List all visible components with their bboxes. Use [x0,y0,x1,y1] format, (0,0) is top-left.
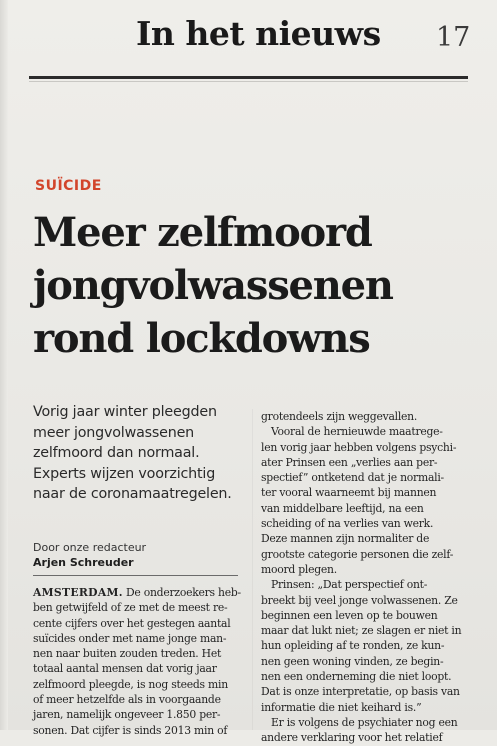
intro-line: naar de coronamaatregelen. [33,486,232,503]
body-line: cente cijfers over het gestegen aantal [33,616,231,630]
body-line: nen naar buiten zouden treden. Het [33,647,222,661]
body-line: zelfmoord pleegde, is nog steeds min [33,677,228,691]
article-kicker: SUÏCIDE [35,178,102,194]
headline-line: Meer zelfmoord [33,209,372,256]
byline-rule [33,575,238,576]
body-line: andere verklaring voor het relatief [261,731,443,745]
body-line: Dat is onze interpretatie, op basis van [261,685,460,699]
body-line: of meer hetzelfde als in voorgaande [33,693,221,707]
body-line: Vooral de hernieuwde maatrege- [271,425,443,439]
body-line: suïcides onder met name jonge man- [33,631,227,645]
body-line: Er is volgens de psychiater nog een [271,715,458,729]
body-line-text: De onderzoekers heb- [122,586,241,599]
body-line: beginnen een leven op te bouwen [261,608,438,622]
body-line: grootste categorie personen die zelf- [261,547,454,561]
headline-line: jongvolwassenen [33,262,393,309]
body-line: ater Prinsen een „verlies aan per- [261,455,438,469]
page-edge-shadow [0,0,8,730]
body-line: moord plegen. [261,562,337,576]
body-line [33,585,245,600]
body-line: len vorig jaar hebben volgens psychi- [261,440,457,454]
body-line: maar dat lukt niet; ze slagen er niet in [261,624,462,638]
body-line: scheiding of na verlies van werk. [261,517,434,531]
body-line: totaal aantal mensen dat vorig jaar [33,662,217,676]
intro-line: Vorig jaar winter pleegden [33,404,217,420]
body-line: jaren, namelijk ongeveer 1.850 per- [33,708,221,722]
body-column-right [261,409,469,746]
byline-author: Arjen Schreuder [33,556,134,569]
body-line: Prinsen: „Dat perspectief ont- [271,578,428,592]
body-line: nen geen woning vinden, ze begin- [261,654,444,668]
section-title: In het nieuws [136,14,381,53]
header-rule-thin [29,81,468,82]
intro-line: Experts wijzen voorzichtig [33,465,216,482]
body-line: ter vooral waarneemt bij mannen [261,486,437,500]
body-line: nen een onderneming die niet loopt. [261,670,452,684]
body-column-left [33,585,245,738]
intro-line: meer jongvolwassenen [33,424,195,441]
header-rule [29,76,468,79]
body-line: Deze mannen zijn normaliter de [261,532,430,546]
headline-line: rond lockdowns [33,315,370,362]
body-line: breekt bij veel jonge volwassenen. Ze [261,593,458,607]
article-intro [33,402,248,505]
column-gutter [252,409,253,730]
body-line: grotendeels zijn weggevallen. [261,410,418,423]
article-headline [33,206,483,365]
body-line: informatie die niet keihard is.” [261,700,422,714]
body-line: sonen. Dat cijfer is sinds 2013 min of [33,723,228,737]
intro-line: zelfmoord dan normaal. [33,445,200,462]
body-line: spectief” ontketend dat je normali- [261,471,444,485]
page-number: 17 [436,22,471,53]
byline-label: Door onze redacteur [33,541,147,554]
dateline: AMSTERDAM. [33,586,123,599]
body-line: van middelbare leeftijd, na een [261,501,424,515]
body-line: hun opleiding af te ronden, ze kun- [261,639,445,653]
body-line: ben getwijfeld of ze met de meest re- [33,601,228,615]
